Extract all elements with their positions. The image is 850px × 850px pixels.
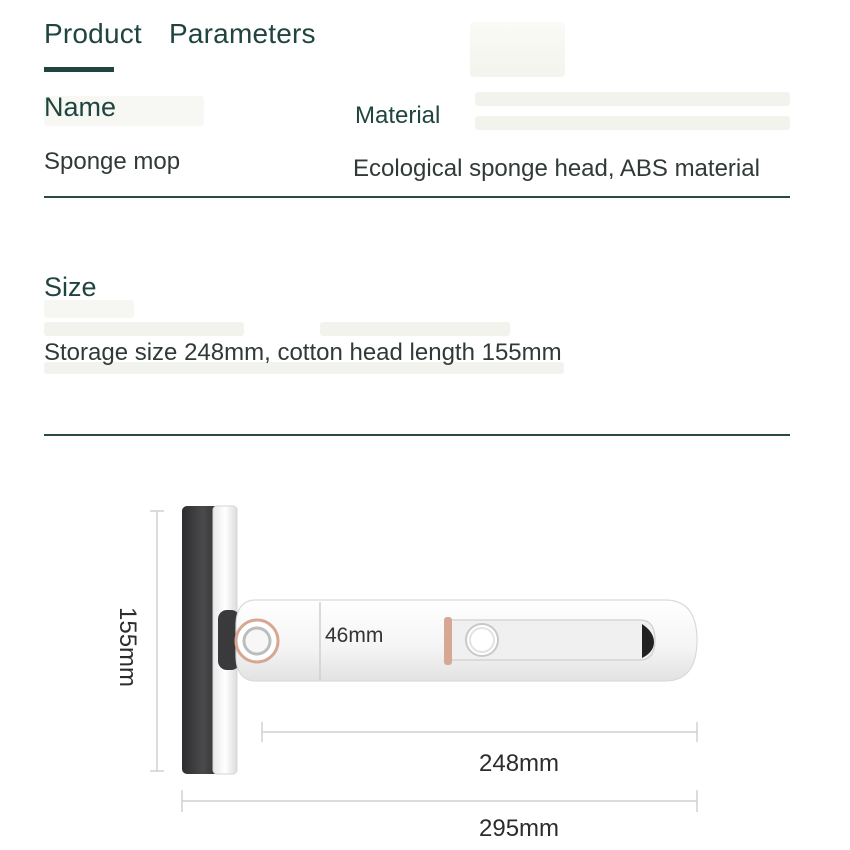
page-title-product: Product	[44, 18, 142, 49]
mop-head	[182, 506, 240, 774]
slider-accent	[444, 617, 452, 665]
total-length-dimension-line	[182, 790, 697, 812]
diameter-dimension-label: 46mm	[325, 624, 384, 647]
total-length-label: 295mm	[479, 815, 560, 842]
size-value: Storage size 248mm, cotton head length 155mm	[44, 339, 562, 366]
page-title-parameters: Parameters	[169, 18, 316, 49]
material-label: Material	[355, 102, 441, 129]
mop-handle	[236, 600, 697, 681]
height-dimension-label: 155mm	[114, 607, 141, 688]
size-label: Size	[44, 272, 97, 302]
height-dimension-line	[150, 511, 164, 771]
pivot-ring	[236, 620, 278, 662]
handle-length-dimension-line	[262, 722, 697, 742]
material-value: Ecological sponge head, ABS material	[353, 155, 760, 182]
name-value: Sponge mop	[44, 148, 181, 175]
name-label: Name	[44, 92, 117, 122]
handle-length-label: 248mm	[479, 750, 560, 777]
